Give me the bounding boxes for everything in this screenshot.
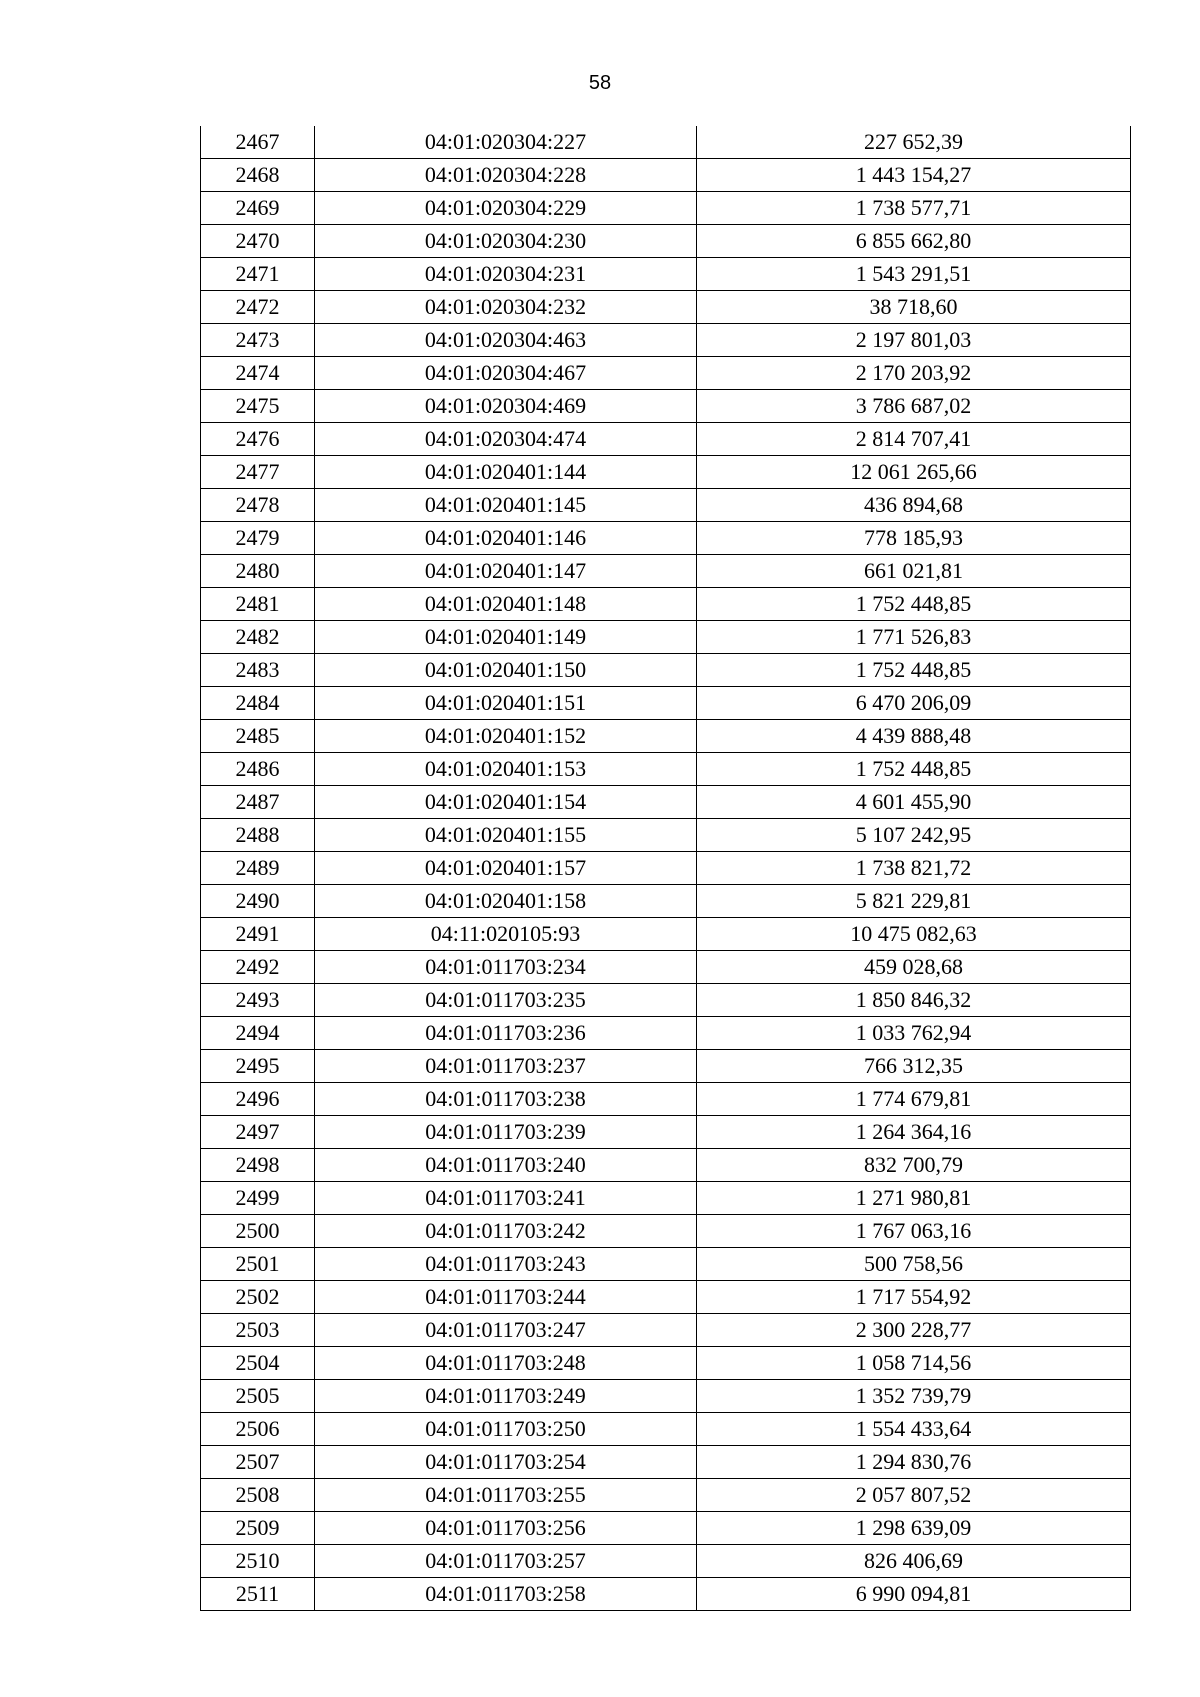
value-cell: 436 894,68 (697, 489, 1131, 522)
cadastral-number-cell: 04:01:011703:250 (315, 1413, 697, 1446)
cadastral-number-cell: 04:01:020401:154 (315, 786, 697, 819)
table-row (201, 1347, 1131, 1380)
row-number-cell: 2502 (201, 1281, 315, 1314)
table-row (201, 291, 1131, 324)
cadastral-number-cell: 04:01:011703:243 (315, 1248, 697, 1281)
table-row (201, 390, 1131, 423)
cadastral-number-cell: 04:01:020304:467 (315, 357, 697, 390)
value-cell: 227 652,39 (697, 126, 1131, 159)
cadastral-number-cell: 04:01:020401:146 (315, 522, 697, 555)
cadastral-number-cell: 04:01:020401:155 (315, 819, 697, 852)
table-row (201, 159, 1131, 192)
cadastral-number-cell: 04:01:020401:152 (315, 720, 697, 753)
table-row (201, 588, 1131, 621)
cadastral-number-cell: 04:01:011703:247 (315, 1314, 697, 1347)
value-cell: 5 107 242,95 (697, 819, 1131, 852)
table-row (201, 1215, 1131, 1248)
row-number-cell: 2478 (201, 489, 315, 522)
cadastral-number-cell: 04:01:011703:257 (315, 1545, 697, 1578)
value-cell: 1 752 448,85 (697, 588, 1131, 621)
row-number-cell: 2503 (201, 1314, 315, 1347)
value-cell: 1 543 291,51 (697, 258, 1131, 291)
cadastral-number-cell: 04:01:011703:244 (315, 1281, 697, 1314)
table-row (201, 522, 1131, 555)
row-number-cell: 2486 (201, 753, 315, 786)
row-number-cell: 2470 (201, 225, 315, 258)
table-row (201, 258, 1131, 291)
row-number-cell: 2511 (201, 1578, 315, 1611)
row-number-cell: 2493 (201, 984, 315, 1017)
row-number-cell: 2481 (201, 588, 315, 621)
cadastral-number-cell: 04:01:011703:239 (315, 1116, 697, 1149)
row-number-cell: 2492 (201, 951, 315, 984)
value-cell: 12 061 265,66 (697, 456, 1131, 489)
value-cell: 1 771 526,83 (697, 621, 1131, 654)
table-row (201, 1413, 1131, 1446)
cadastral-number-cell: 04:01:011703:258 (315, 1578, 697, 1611)
row-number-cell: 2468 (201, 159, 315, 192)
registry-table-container (200, 126, 1131, 1611)
row-number-cell: 2508 (201, 1479, 315, 1512)
table-row (201, 1116, 1131, 1149)
value-cell: 2 057 807,52 (697, 1479, 1131, 1512)
row-number-cell: 2500 (201, 1215, 315, 1248)
value-cell: 38 718,60 (697, 291, 1131, 324)
value-cell: 1 294 830,76 (697, 1446, 1131, 1479)
table-row (201, 1446, 1131, 1479)
table-row (201, 1479, 1131, 1512)
table-row (201, 1182, 1131, 1215)
value-cell: 6 990 094,81 (697, 1578, 1131, 1611)
cadastral-number-cell: 04:01:020304:469 (315, 390, 697, 423)
table-row (201, 1545, 1131, 1578)
cadastral-number-cell: 04:01:020401:148 (315, 588, 697, 621)
table-row (201, 918, 1131, 951)
table-row (201, 1083, 1131, 1116)
value-cell: 2 814 707,41 (697, 423, 1131, 456)
table-row (201, 1149, 1131, 1182)
table-row (201, 1380, 1131, 1413)
value-cell: 1 271 980,81 (697, 1182, 1131, 1215)
cadastral-number-cell: 04:01:011703:249 (315, 1380, 697, 1413)
cadastral-number-cell: 04:01:011703:242 (315, 1215, 697, 1248)
value-cell: 1 738 577,71 (697, 192, 1131, 225)
row-number-cell: 2469 (201, 192, 315, 225)
cadastral-number-cell: 04:01:011703:234 (315, 951, 697, 984)
registry-table (200, 126, 1131, 1611)
row-number-cell: 2491 (201, 918, 315, 951)
table-row (201, 951, 1131, 984)
cadastral-number-cell: 04:01:020304:474 (315, 423, 697, 456)
value-cell: 3 786 687,02 (697, 390, 1131, 423)
value-cell: 2 300 228,77 (697, 1314, 1131, 1347)
cadastral-number-cell: 04:01:011703:256 (315, 1512, 697, 1545)
row-number-cell: 2501 (201, 1248, 315, 1281)
row-number-cell: 2496 (201, 1083, 315, 1116)
cadastral-number-cell: 04:01:020304:230 (315, 225, 697, 258)
row-number-cell: 2479 (201, 522, 315, 555)
row-number-cell: 2472 (201, 291, 315, 324)
value-cell: 4 601 455,90 (697, 786, 1131, 819)
value-cell: 1 752 448,85 (697, 654, 1131, 687)
table-row (201, 852, 1131, 885)
cadastral-number-cell: 04:01:020401:157 (315, 852, 697, 885)
cadastral-number-cell: 04:01:020401:145 (315, 489, 697, 522)
row-number-cell: 2489 (201, 852, 315, 885)
row-number-cell: 2473 (201, 324, 315, 357)
cadastral-number-cell: 04:01:020401:150 (315, 654, 697, 687)
value-cell: 661 021,81 (697, 555, 1131, 588)
cadastral-number-cell: 04:01:020401:151 (315, 687, 697, 720)
row-number-cell: 2498 (201, 1149, 315, 1182)
table-row (201, 885, 1131, 918)
value-cell: 2 170 203,92 (697, 357, 1131, 390)
value-cell: 1 033 762,94 (697, 1017, 1131, 1050)
registry-table-body (201, 126, 1131, 1611)
page-number: 58 (588, 72, 612, 94)
cadastral-number-cell: 04:01:020304:232 (315, 291, 697, 324)
value-cell: 1 738 821,72 (697, 852, 1131, 885)
value-cell: 500 758,56 (697, 1248, 1131, 1281)
value-cell: 1 774 679,81 (697, 1083, 1131, 1116)
table-row (201, 1512, 1131, 1545)
table-row (201, 654, 1131, 687)
table-row (201, 1017, 1131, 1050)
table-row (201, 1578, 1131, 1611)
cadastral-number-cell: 04:01:020304:228 (315, 159, 697, 192)
row-number-cell: 2487 (201, 786, 315, 819)
row-number-cell: 2497 (201, 1116, 315, 1149)
row-number-cell: 2471 (201, 258, 315, 291)
value-cell: 766 312,35 (697, 1050, 1131, 1083)
cadastral-number-cell: 04:01:011703:240 (315, 1149, 697, 1182)
table-row (201, 687, 1131, 720)
table-row (201, 225, 1131, 258)
value-cell: 1 352 739,79 (697, 1380, 1131, 1413)
table-row (201, 984, 1131, 1017)
value-cell: 5 821 229,81 (697, 885, 1131, 918)
row-number-cell: 2506 (201, 1413, 315, 1446)
table-row (201, 1314, 1131, 1347)
table-row (201, 357, 1131, 390)
cadastral-number-cell: 04:01:020304:227 (315, 126, 697, 159)
row-number-cell: 2495 (201, 1050, 315, 1083)
cadastral-number-cell: 04:01:020401:149 (315, 621, 697, 654)
value-cell: 1 717 554,92 (697, 1281, 1131, 1314)
table-row (201, 126, 1131, 159)
row-number-cell: 2467 (201, 126, 315, 159)
value-cell: 4 439 888,48 (697, 720, 1131, 753)
table-row (201, 720, 1131, 753)
row-number-cell: 2476 (201, 423, 315, 456)
value-cell: 1 767 063,16 (697, 1215, 1131, 1248)
cadastral-number-cell: 04:01:011703:248 (315, 1347, 697, 1380)
value-cell: 1 554 433,64 (697, 1413, 1131, 1446)
cadastral-number-cell: 04:01:020401:147 (315, 555, 697, 588)
cadastral-number-cell: 04:01:020304:229 (315, 192, 697, 225)
table-row (201, 489, 1131, 522)
cadastral-number-cell: 04:01:011703:255 (315, 1479, 697, 1512)
table-row (201, 1050, 1131, 1083)
value-cell: 1 058 714,56 (697, 1347, 1131, 1380)
value-cell: 2 197 801,03 (697, 324, 1131, 357)
row-number-cell: 2499 (201, 1182, 315, 1215)
row-number-cell: 2485 (201, 720, 315, 753)
cadastral-number-cell: 04:01:011703:254 (315, 1446, 697, 1479)
cadastral-number-cell: 04:01:011703:235 (315, 984, 697, 1017)
value-cell: 832 700,79 (697, 1149, 1131, 1182)
row-number-cell: 2505 (201, 1380, 315, 1413)
cadastral-number-cell: 04:11:020105:93 (315, 918, 697, 951)
cadastral-number-cell: 04:01:020401:153 (315, 753, 697, 786)
cadastral-number-cell: 04:01:020304:231 (315, 258, 697, 291)
value-cell: 1 298 639,09 (697, 1512, 1131, 1545)
row-number-cell: 2490 (201, 885, 315, 918)
row-number-cell: 2510 (201, 1545, 315, 1578)
cadastral-number-cell: 04:01:011703:236 (315, 1017, 697, 1050)
row-number-cell: 2484 (201, 687, 315, 720)
value-cell: 459 028,68 (697, 951, 1131, 984)
cadastral-number-cell: 04:01:020401:144 (315, 456, 697, 489)
value-cell: 6 855 662,80 (697, 225, 1131, 258)
cadastral-number-cell: 04:01:020304:463 (315, 324, 697, 357)
value-cell: 1 752 448,85 (697, 753, 1131, 786)
table-row (201, 786, 1131, 819)
cadastral-number-cell: 04:01:011703:241 (315, 1182, 697, 1215)
table-row (201, 456, 1131, 489)
table-row (201, 555, 1131, 588)
table-row (201, 1281, 1131, 1314)
row-number-cell: 2483 (201, 654, 315, 687)
value-cell: 1 850 846,32 (697, 984, 1131, 1017)
row-number-cell: 2494 (201, 1017, 315, 1050)
row-number-cell: 2480 (201, 555, 315, 588)
table-row (201, 819, 1131, 852)
table-row (201, 423, 1131, 456)
row-number-cell: 2477 (201, 456, 315, 489)
row-number-cell: 2509 (201, 1512, 315, 1545)
value-cell: 10 475 082,63 (697, 918, 1131, 951)
row-number-cell: 2507 (201, 1446, 315, 1479)
value-cell: 826 406,69 (697, 1545, 1131, 1578)
row-number-cell: 2488 (201, 819, 315, 852)
table-row (201, 1248, 1131, 1281)
row-number-cell: 2474 (201, 357, 315, 390)
value-cell: 1 443 154,27 (697, 159, 1131, 192)
value-cell: 778 185,93 (697, 522, 1131, 555)
table-row (201, 753, 1131, 786)
table-row (201, 324, 1131, 357)
row-number-cell: 2504 (201, 1347, 315, 1380)
cadastral-number-cell: 04:01:011703:238 (315, 1083, 697, 1116)
cadastral-number-cell: 04:01:020401:158 (315, 885, 697, 918)
value-cell: 1 264 364,16 (697, 1116, 1131, 1149)
table-row (201, 621, 1131, 654)
value-cell: 6 470 206,09 (697, 687, 1131, 720)
row-number-cell: 2482 (201, 621, 315, 654)
row-number-cell: 2475 (201, 390, 315, 423)
cadastral-number-cell: 04:01:011703:237 (315, 1050, 697, 1083)
table-row (201, 192, 1131, 225)
